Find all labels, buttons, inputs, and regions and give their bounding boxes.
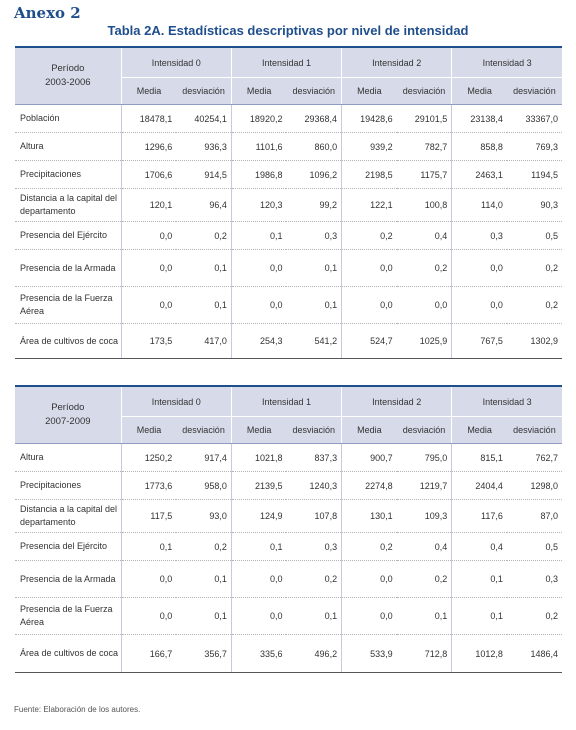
std-dev-value: 0,1: [286, 287, 341, 324]
std-dev-value: 0,2: [397, 561, 452, 598]
row-label: Presencia del Ejército: [15, 222, 121, 250]
table-row: [15, 189, 562, 222]
std-dev-value: 958,0: [176, 472, 231, 500]
std-dev-value: 914,5: [176, 161, 231, 189]
row-label: Presencia de la Armada: [15, 561, 121, 598]
mean-value: 767,5: [452, 324, 507, 359]
std-dev-value: 0,2: [507, 287, 562, 324]
mean-value: 130,1: [342, 500, 397, 533]
std-dev-value: 496,2: [286, 635, 341, 673]
intensity-group-header: Intensidad 0: [121, 386, 231, 417]
period-years: 2007-2009: [45, 416, 91, 427]
mean-value: 858,8: [452, 133, 507, 161]
std-dev-value: 712,8: [397, 635, 452, 673]
annex-title: Anexo 2: [14, 4, 81, 22]
mean-value: 117,5: [121, 500, 176, 533]
mean-value: 0,0: [452, 287, 507, 324]
std-dev-value: 541,2: [286, 324, 341, 359]
std-dev-value: 0,4: [397, 222, 452, 250]
mean-header: Media: [342, 78, 397, 105]
std-dev-value: 356,7: [176, 635, 231, 673]
mean-value: 939,2: [342, 133, 397, 161]
mean-value: 120,1: [121, 189, 176, 222]
mean-value: 2404,4: [452, 472, 507, 500]
mean-value: 0,1: [452, 598, 507, 635]
mean-value: 122,1: [342, 189, 397, 222]
mean-value: 0,0: [231, 250, 286, 287]
mean-value: 254,3: [231, 324, 286, 359]
std-dev-value: 0,3: [286, 533, 341, 561]
mean-value: 2198,5: [342, 161, 397, 189]
mean-value: 1986,8: [231, 161, 286, 189]
mean-value: 124,9: [231, 500, 286, 533]
std-dev-value: 1096,2: [286, 161, 341, 189]
table-row: [15, 250, 562, 287]
row-label: Precipitaciones: [15, 161, 121, 189]
std-dev-value: 0,1: [286, 250, 341, 287]
std-dev-value: 0,1: [176, 287, 231, 324]
std-dev-header: desviación: [286, 417, 341, 444]
std-dev-value: 0,1: [176, 250, 231, 287]
row-label: Población: [15, 105, 121, 133]
std-dev-value: 795,0: [397, 444, 452, 472]
mean-value: 120,3: [231, 189, 286, 222]
intensity-group-header: Intensidad 2: [342, 47, 452, 78]
std-dev-value: 93,0: [176, 500, 231, 533]
std-dev-header: desviación: [507, 78, 562, 105]
mean-value: 18920,2: [231, 105, 286, 133]
std-dev-value: 29101,5: [397, 105, 452, 133]
std-dev-header: desviación: [176, 78, 231, 105]
table-title: Tabla 2A. Estadísticas descriptivas por nivel de intensidad: [107, 23, 469, 38]
mean-value: 0,2: [342, 222, 397, 250]
table-row: [15, 222, 562, 250]
std-dev-value: 762,7: [507, 444, 562, 472]
intensity-group-header: Intensidad 3: [452, 47, 562, 78]
row-label: Precipitaciones: [15, 472, 121, 500]
mean-value: 900,7: [342, 444, 397, 472]
std-dev-value: 782,7: [397, 133, 452, 161]
row-label: Área de cultivos de coca: [15, 324, 121, 359]
period-header: [15, 47, 121, 105]
std-dev-header: desviación: [286, 78, 341, 105]
mean-value: 166,7: [121, 635, 176, 673]
mean-value: 117,6: [452, 500, 507, 533]
mean-header: Media: [121, 78, 176, 105]
mean-value: 0,0: [231, 598, 286, 635]
mean-value: 0,1: [452, 561, 507, 598]
mean-value: 533,9: [342, 635, 397, 673]
std-dev-value: 0,2: [176, 533, 231, 561]
table-row: [15, 635, 562, 673]
std-dev-value: 1219,7: [397, 472, 452, 500]
std-dev-value: 0,2: [286, 561, 341, 598]
period-header: [15, 386, 121, 444]
std-dev-value: 33367,0: [507, 105, 562, 133]
mean-value: 1706,6: [121, 161, 176, 189]
period-years: 2003-2006: [45, 77, 91, 88]
row-label: Presencia de la Fuerza Aérea: [15, 598, 121, 635]
mean-value: 0,1: [231, 222, 286, 250]
std-dev-value: 769,3: [507, 133, 562, 161]
row-label: Altura: [15, 444, 121, 472]
std-dev-value: 0,2: [507, 598, 562, 635]
table-row: [15, 472, 562, 500]
mean-value: 0,0: [121, 287, 176, 324]
std-dev-value: 0,1: [397, 598, 452, 635]
std-dev-value: 0,3: [507, 561, 562, 598]
table-row: [15, 105, 562, 133]
header-row-groups: [15, 47, 562, 78]
std-dev-header: desviación: [397, 78, 452, 105]
std-dev-value: 0,1: [286, 598, 341, 635]
mean-value: 0,1: [231, 533, 286, 561]
intensity-group-header: Intensidad 1: [231, 386, 341, 417]
table-row: [15, 287, 562, 324]
mean-value: 2463,1: [452, 161, 507, 189]
row-label: Presencia de la Fuerza Aérea: [15, 287, 121, 324]
mean-header: Media: [452, 417, 507, 444]
std-dev-value: 0,5: [507, 533, 562, 561]
mean-value: 19428,6: [342, 105, 397, 133]
mean-value: 2274,8: [342, 472, 397, 500]
std-dev-value: 96,4: [176, 189, 231, 222]
mean-value: 524,7: [342, 324, 397, 359]
std-dev-value: 0,4: [397, 533, 452, 561]
table-row: [15, 500, 562, 533]
std-dev-value: 0,1: [176, 598, 231, 635]
table-row: [15, 324, 562, 359]
mean-value: 0,0: [452, 250, 507, 287]
mean-value: 0,1: [121, 533, 176, 561]
mean-value: 2139,5: [231, 472, 286, 500]
row-label: Área de cultivos de coca: [15, 635, 121, 673]
std-dev-value: 1302,9: [507, 324, 562, 359]
std-dev-value: 99,2: [286, 189, 341, 222]
mean-header: Media: [452, 78, 507, 105]
table-row: [15, 598, 562, 635]
intensity-group-header: Intensidad 0: [121, 47, 231, 78]
std-dev-value: 1194,5: [507, 161, 562, 189]
std-dev-header: desviación: [507, 417, 562, 444]
std-dev-value: 837,3: [286, 444, 341, 472]
mean-value: 1012,8: [452, 635, 507, 673]
std-dev-value: 1175,7: [397, 161, 452, 189]
mean-value: 0,0: [121, 222, 176, 250]
mean-value: 0,3: [452, 222, 507, 250]
table-row: [15, 161, 562, 189]
row-label: Presencia del Ejército: [15, 533, 121, 561]
table-row: [15, 561, 562, 598]
std-dev-value: 1298,0: [507, 472, 562, 500]
stats-table-2007-2009: [15, 385, 562, 673]
mean-value: 0,0: [342, 250, 397, 287]
intensity-group-header: Intensidad 2: [342, 386, 452, 417]
mean-value: 0,0: [231, 561, 286, 598]
std-dev-value: 87,0: [507, 500, 562, 533]
row-label: Altura: [15, 133, 121, 161]
mean-value: 0,0: [121, 561, 176, 598]
mean-value: 335,6: [231, 635, 286, 673]
std-dev-value: 109,3: [397, 500, 452, 533]
mean-header: Media: [342, 417, 397, 444]
row-label: Distancia a la capital del departamento: [15, 500, 121, 533]
mean-value: 815,1: [452, 444, 507, 472]
stats-table-2003-2006: [15, 46, 562, 359]
intensity-group-header: Intensidad 3: [452, 386, 562, 417]
mean-value: 0,0: [342, 287, 397, 324]
intensity-group-header: Intensidad 1: [231, 47, 341, 78]
std-dev-value: 1486,4: [507, 635, 562, 673]
std-dev-value: 107,8: [286, 500, 341, 533]
mean-value: 1021,8: [231, 444, 286, 472]
mean-value: 18478,1: [121, 105, 176, 133]
row-label: Distancia a la capital del departamento: [15, 189, 121, 222]
mean-header: Media: [231, 417, 286, 444]
std-dev-value: 40254,1: [176, 105, 231, 133]
mean-value: 1101,6: [231, 133, 286, 161]
mean-value: 1773,6: [121, 472, 176, 500]
mean-value: 0,0: [342, 561, 397, 598]
std-dev-header: desviación: [397, 417, 452, 444]
table-row: [15, 533, 562, 561]
mean-value: 1250,2: [121, 444, 176, 472]
mean-value: 0,2: [342, 533, 397, 561]
row-label: Presencia de la Armada: [15, 250, 121, 287]
std-dev-value: 90,3: [507, 189, 562, 222]
mean-value: 1296,6: [121, 133, 176, 161]
std-dev-value: 0,1: [176, 561, 231, 598]
mean-value: 0,0: [121, 598, 176, 635]
mean-value: 23138,4: [452, 105, 507, 133]
std-dev-value: 0,2: [397, 250, 452, 287]
mean-value: 114,0: [452, 189, 507, 222]
std-dev-value: 0,5: [507, 222, 562, 250]
std-dev-value: 936,3: [176, 133, 231, 161]
std-dev-value: 0,0: [397, 287, 452, 324]
period-label: Período: [51, 63, 85, 74]
mean-value: 0,0: [121, 250, 176, 287]
std-dev-value: 917,4: [176, 444, 231, 472]
table-row: [15, 444, 562, 472]
std-dev-value: 29368,4: [286, 105, 341, 133]
mean-header: Media: [231, 78, 286, 105]
source-note: Fuente: Elaboración de los autores.: [14, 705, 141, 714]
std-dev-value: 0,2: [507, 250, 562, 287]
header-row-groups: [15, 386, 562, 417]
std-dev-value: 417,0: [176, 324, 231, 359]
mean-value: 173,5: [121, 324, 176, 359]
mean-header: Media: [121, 417, 176, 444]
mean-value: 0,4: [452, 533, 507, 561]
std-dev-value: 1240,3: [286, 472, 341, 500]
std-dev-value: 0,2: [176, 222, 231, 250]
period-label: Período: [51, 402, 85, 413]
std-dev-value: 100,8: [397, 189, 452, 222]
std-dev-value: 860,0: [286, 133, 341, 161]
std-dev-value: 1025,9: [397, 324, 452, 359]
std-dev-value: 0,3: [286, 222, 341, 250]
std-dev-header: desviación: [176, 417, 231, 444]
mean-value: 0,0: [231, 287, 286, 324]
mean-value: 0,0: [342, 598, 397, 635]
table-row: [15, 133, 562, 161]
